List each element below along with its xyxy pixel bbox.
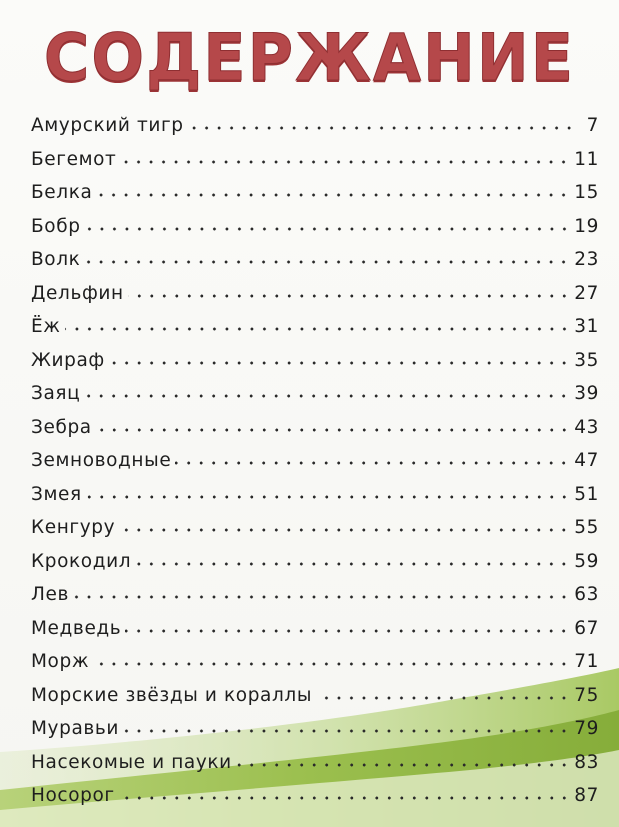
toc-entry[interactable] <box>31 350 599 384</box>
toc-entry[interactable] <box>31 283 599 317</box>
page-title: СОДЕРЖАНИЕ <box>43 19 576 96</box>
dot-leader <box>125 629 570 633</box>
dot-leader <box>65 327 571 331</box>
toc-entry-page-number: 23 <box>574 249 599 270</box>
toc-entry[interactable] <box>31 149 599 183</box>
toc-entry-title: Заяц <box>31 383 81 404</box>
toc-entry[interactable] <box>31 685 599 719</box>
toc-entry-title: Насекомые и пауки <box>31 751 232 773</box>
dot-leader <box>84 260 570 264</box>
toc-entry-page-number: 83 <box>574 751 599 773</box>
toc-entry-title: Бегемот <box>31 148 117 170</box>
toc-entry-page-number: 47 <box>574 450 599 471</box>
dot-leader <box>135 562 570 566</box>
dot-leader <box>128 294 571 298</box>
toc-entry[interactable] <box>31 383 599 417</box>
toc-entry[interactable] <box>31 216 599 250</box>
toc-entry-title: Лев <box>31 584 69 605</box>
dot-leader <box>93 662 570 666</box>
toc-entry[interactable] <box>31 651 599 685</box>
dot-leader <box>119 528 570 532</box>
toc-entry[interactable] <box>31 450 599 484</box>
toc-entry-page-number: 55 <box>574 517 599 538</box>
dot-leader <box>236 763 570 767</box>
toc-entry-title: Жираф <box>31 349 105 371</box>
dot-leader <box>84 394 570 398</box>
dot-leader <box>119 796 571 800</box>
toc-entry[interactable] <box>31 249 599 283</box>
dot-leader <box>86 495 571 499</box>
toc-entry-page-number: 71 <box>574 651 599 672</box>
toc-entry-title: Земноводные <box>31 450 172 471</box>
toc-entry-page-number: 7 <box>586 115 599 136</box>
toc-entry-title: Белка <box>31 182 93 203</box>
toc-entry-page-number: 39 <box>574 383 599 404</box>
toc-entry[interactable] <box>31 517 599 551</box>
dot-leader <box>96 428 571 432</box>
toc-entry-page-number: 51 <box>574 483 599 505</box>
toc-entry-title: Носорог <box>31 785 115 806</box>
toc-entry[interactable] <box>31 316 599 350</box>
toc-entry-title: Морж <box>31 651 90 672</box>
table-of-contents <box>31 115 599 819</box>
toc-entry[interactable] <box>31 752 599 786</box>
toc-entry[interactable] <box>31 618 599 652</box>
toc-entry-title: Муравьи <box>31 718 120 739</box>
toc-entry-page-number: 35 <box>574 349 599 371</box>
toc-entry-page-number: 31 <box>574 316 599 337</box>
toc-entry-page-number: 19 <box>574 215 599 237</box>
toc-entry[interactable] <box>31 484 599 518</box>
dot-leader <box>175 461 570 465</box>
toc-entry[interactable] <box>31 115 599 149</box>
toc-entry-title: Амурский тигр <box>31 115 184 136</box>
toc-entry-page-number: 11 <box>574 148 599 170</box>
toc-entry-page-number: 63 <box>574 584 599 605</box>
dot-leader <box>123 729 570 733</box>
toc-entry[interactable] <box>31 785 599 819</box>
toc-entry[interactable] <box>31 718 599 752</box>
dot-leader <box>73 595 570 599</box>
toc-entry-page-number: 59 <box>574 550 599 572</box>
dot-leader <box>120 160 570 164</box>
dot-leader <box>96 193 570 197</box>
dot-leader <box>188 126 575 130</box>
toc-entry-title: Змея <box>31 483 82 505</box>
toc-entry-title: Морские звёзды и кораллы <box>31 684 313 706</box>
toc-entry[interactable] <box>31 551 599 585</box>
toc-entry-page-number: 15 <box>574 182 599 203</box>
toc-entry[interactable] <box>31 182 599 216</box>
toc-entry-page-number: 79 <box>574 718 599 739</box>
dot-leader <box>85 227 571 231</box>
dot-leader <box>316 696 570 700</box>
toc-entry-title: Зебра <box>31 416 92 438</box>
toc-entry-title: Кенгуру <box>31 517 116 538</box>
toc-entry-title: Волк <box>31 249 81 270</box>
toc-entry-page-number: 75 <box>574 684 599 706</box>
toc-entry-page-number: 43 <box>574 416 599 438</box>
toc-entry-title: Медведь <box>31 617 122 639</box>
dot-leader <box>109 361 570 365</box>
toc-entry-title: Дельфин <box>31 282 124 304</box>
toc-entry-page-number: 27 <box>574 282 599 304</box>
toc-entry-title: Бобр <box>31 215 81 237</box>
toc-entry-page-number: 67 <box>574 617 599 639</box>
toc-entry-page-number: 87 <box>574 785 599 806</box>
toc-entry-title: Крокодил <box>31 550 132 572</box>
toc-entry[interactable] <box>31 417 599 451</box>
toc-entry-title: Ёж <box>31 316 61 337</box>
toc-entry[interactable] <box>31 584 599 618</box>
